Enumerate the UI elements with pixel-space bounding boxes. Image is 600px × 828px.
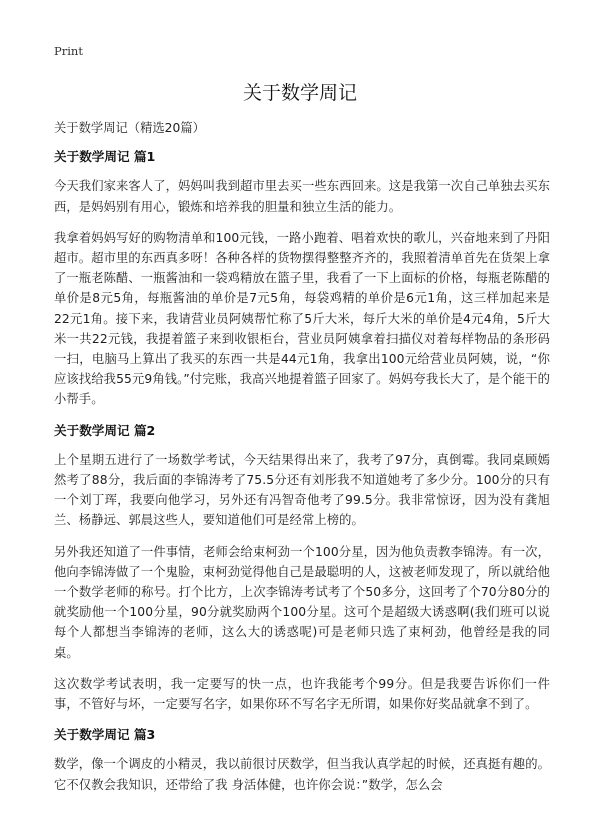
paragraph: 另外我还知道了一件事情，老师会给束柯劲一个100分星，因为他负责教李锦涛。有一次，他向李锦涛做了一个鬼脸，束柯劲觉得他自己是最聪明的人，这被老师发现了，所以就给他一个数学老师的称号。打个比方，上次李锦涛考试考了个50多分，这回考了个70分80分的就奖励他一个100分星，90分就奖励两个100分星。这可个是超级大诱惑啊(我们班可以说每个人都想当李锦涛的老师，这么大的诱惑呢)可是老师只选了束柯劲，他曾经是我的同桌。 [54, 544, 550, 660]
print-label: Print [54, 44, 83, 58]
document-body [54, 118, 550, 806]
paragraph: 这次数学考试表明，我一定要写的快一点，也许我能考个99分。但是我要告诉你们一件事，不管好与坏，一定要写名字，如果你环不写名字无所谓，如果你好奖品就拿不到了。 [54, 676, 550, 712]
section-1 [54, 147, 550, 409]
section-heading: 关于数学周记 篇2 [54, 422, 156, 438]
section-2 [54, 421, 550, 715]
document-subtitle: 关于数学周记（精选20篇） [54, 121, 205, 135]
section-3 [54, 725, 550, 795]
paragraph: 上个星期五进行了一场数学考试，今天结果得出来了，我考了97分，真倒霉。我同桌顾嫣然考了88分，我后面的李锦涛考了75.5分还有刘彤我不知道她考了多少分。100分的只有一个刘丁珲，我要向他学习，另外还有冯智奇他考了99.5分。我非常惊讶，因为没有龚旭兰、杨静远、郭晨这些人，要知道他们可是经常上榜的。 [54, 452, 550, 528]
paragraph: 数学，像一个调皮的小精灵，我以前很讨厌数学，但当我认真学起的时候，还真挺有趣的。它不仅教会我知识，还带给了我 身活体健，也许你会说：”数学，怎么会 [54, 757, 550, 792]
section-heading: 关于数学周记 篇3 [54, 727, 156, 743]
document-title: 关于数学周记 [242, 82, 357, 104]
paragraph: 今天我们家来客人了，妈妈叫我到超市里去买一些东西回来。这是我第一次自己单独去买东西，是妈妈别有用心，锻炼和培养我的胆量和独立生活的能力。 [54, 179, 550, 214]
section-heading: 关于数学周记 篇1 [54, 149, 156, 165]
paragraph: 我拿着妈妈写好的购物清单和100元钱，一路小跑着、唱着欢快的歌儿，兴奋地来到了丹阳超市。超市里的东西真多呀！各种各样的货物摆得整整齐齐的，我照着清单首先在货架上拿了一瓶老陈醋、一瓶酱油和一袋鸡精放在篮子里，我看了一下上面标的价格，每瓶老陈醋的单价是8元5角，每瓶酱油的单价是7元5角，每袋鸡精的单价是6元1角，这三样加起来是22元1角。接下来，我请营业员阿姨帮忙称了5斤大米，每斤大米的单价是4元4角，5斤大米一共22元钱，我提着篮子来到收银柜台，营业员阿姨拿着扫描仪对着每样物品的条形码一扫，电脑马上算出了我买的东西一共是44元1角，我拿出100元给营业员阿姨，说，“你应该找给我55元9角钱。”付完账，我高兴地提着篮子回家了。妈妈夸我长大了，是个能干的小帮手。 [54, 230, 550, 407]
